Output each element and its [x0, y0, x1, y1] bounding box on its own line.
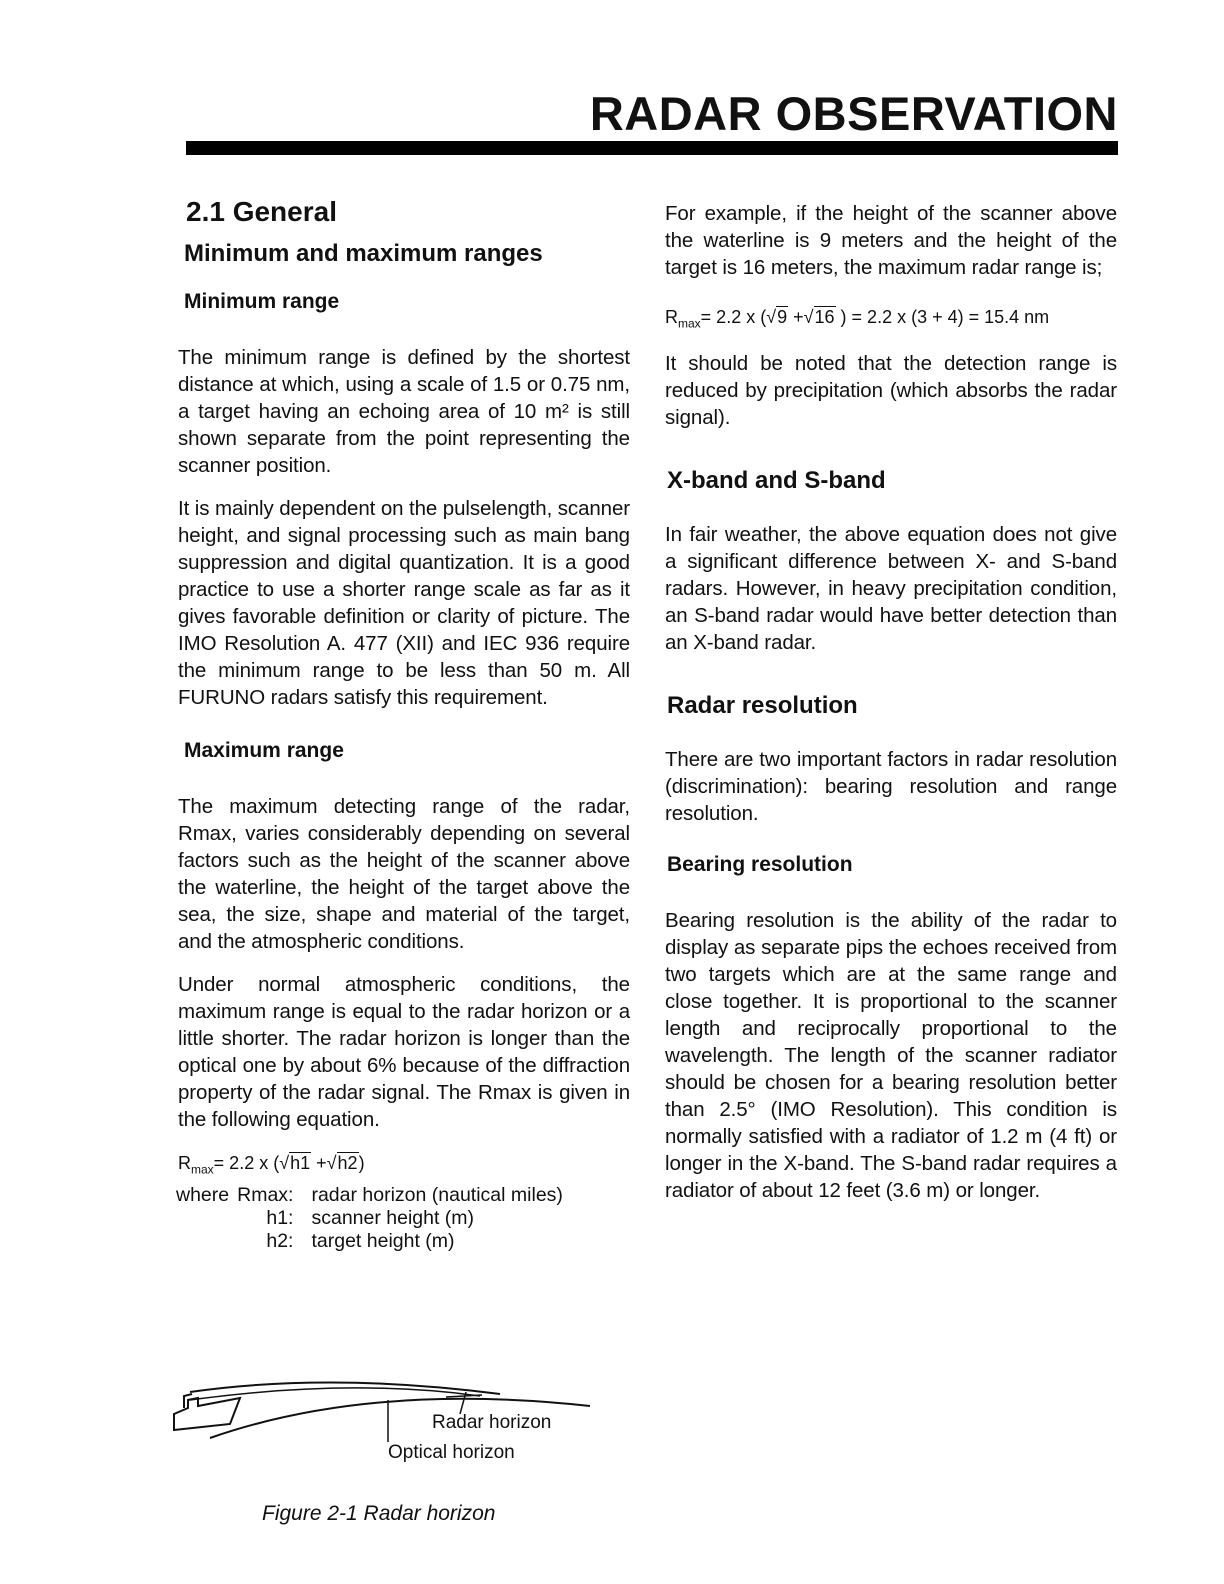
example-paragraph: For example, if the height of the scanner above the waterline is 9 meters and the height of the target is 16 meters, the maximum radar range is; — [665, 202, 1117, 279]
where-word: where — [176, 1183, 230, 1206]
eq-suffix: ) — [358, 1153, 365, 1173]
where-symbol: h2: — [266, 1229, 294, 1252]
where-symbol: h1: — [266, 1206, 294, 1229]
where-row — [176, 1230, 571, 1253]
eq-lhs-sub: max — [678, 316, 701, 331]
radar-horizon-label: Radar horizon — [432, 1412, 552, 1433]
eq-term2: 16 — [814, 307, 835, 327]
eq-term2: h2 — [337, 1153, 358, 1173]
min-range-paragraph-2: It is mainly dependent on the pulselength, scanner height, and signal processing such as main bang suppression and digital quantization. It is a good practice to use a shorter range scale as far as it gives favorable definition or clarity of picture. The IMO Resolution A. 477 (XII) and IEC 936 require the minimum range to be less than 50 m. All FURUNO radars satisfy this requirement. — [178, 497, 630, 709]
where-symbol: Rmax: — [237, 1183, 294, 1206]
bearing-heading: Bearing resolution — [667, 852, 853, 876]
eq-lhs-sub: max — [191, 1162, 214, 1177]
min-range-paragraph-1: The minimum range is defined by the shortest distance at which, using a scale of 1.5 or 0.75 nm, a target having an echoing area of 10 m² is still shown separate from the point representing the scanner position. — [178, 346, 630, 477]
note-paragraph: It should be noted that the detection range is reduced by precipitation (which absorbs the radar signal). — [665, 351, 1117, 429]
rmax-equation — [178, 1151, 630, 1182]
eq-prefix: = 2.2 x (√ — [700, 307, 777, 327]
eq-lhs: R — [665, 307, 678, 327]
eq-suffix: ) = 2.2 x (3 + 4) = 15.4 nm — [835, 307, 1050, 327]
title-rule — [186, 141, 1118, 155]
xband-paragraph: In fair weather, the above equation does not give a significant difference between X- and S-band radars. However, in heavy precipitation condition, an S-band radar would have better detection than an X-band radar. — [665, 522, 1117, 654]
where-row — [176, 1184, 571, 1207]
figure-caption: Figure 2-1 Radar horizon — [262, 1502, 496, 1525]
resolution-heading: Radar resolution — [667, 691, 858, 719]
bearing-paragraph: Bearing resolution is the ability of the radar to display as separate pips the echoes received from two targets which are at the same range and close together. It is proportional to the scanner length and reciprocally proportional to the wavelength. The length of the scanner radiator should be chosen for a bearing resolution better than 2.5° (IMO Resolution). This condition is normally satisfied with a radiator of 1.2 m (4 ft) or longer in the X-band. The S-band radar requires a radiator of about 12 feet (3.6 m) or longer. — [665, 908, 1117, 1202]
max-range-paragraph-2: Under normal atmospheric conditions, the maximum range is equal to the radar horizon or a little shorter. The radar horizon is longer than the optical one by about 6% because of the diffraction property of the radar signal. The Rmax is given in the following equation. — [178, 973, 630, 1131]
subsection-title: Minimum and maximum ranges — [184, 240, 543, 267]
optical-horizon-label: Optical horizon — [388, 1442, 515, 1463]
right-column — [665, 200, 1117, 1220]
page-title: RADAR OBSERVATION — [589, 87, 1118, 140]
eq-mid: +√ — [311, 1153, 337, 1173]
where-row — [176, 1207, 571, 1230]
where-description: target height (m) — [311, 1229, 455, 1252]
max-range-heading: Maximum range — [184, 739, 344, 762]
resolution-paragraph: There are two important factors in radar resolution (discrimination): bearing resolution and range resolution. — [665, 747, 1117, 825]
eq-mid: +√ — [788, 307, 814, 327]
eq-term1: 9 — [777, 307, 788, 327]
example-equation — [665, 305, 1117, 336]
where-table — [176, 1184, 571, 1253]
radar-horizon-figure — [170, 1372, 590, 1472]
eq-lhs: R — [178, 1153, 191, 1173]
section-title: 2.1 General — [186, 196, 337, 227]
left-column — [178, 196, 630, 1261]
eq-term1: h1 — [290, 1153, 311, 1173]
where-description: scanner height (m) — [311, 1206, 475, 1229]
eq-prefix: = 2.2 x (√ — [213, 1153, 290, 1173]
where-description: radar horizon (nautical miles) — [311, 1183, 563, 1206]
radar-horizon-crossbar — [446, 1395, 482, 1397]
min-range-heading: Minimum range — [184, 290, 340, 313]
xband-heading: X-band and S-band — [667, 466, 886, 494]
max-range-paragraph-1: The maximum detecting range of the radar, Rmax, varies considerably depending on several factors such as the height of the scanner above the waterline, the height of the target above the sea, the size, shape and material of the target, and the atmospheric conditions. — [178, 795, 630, 953]
